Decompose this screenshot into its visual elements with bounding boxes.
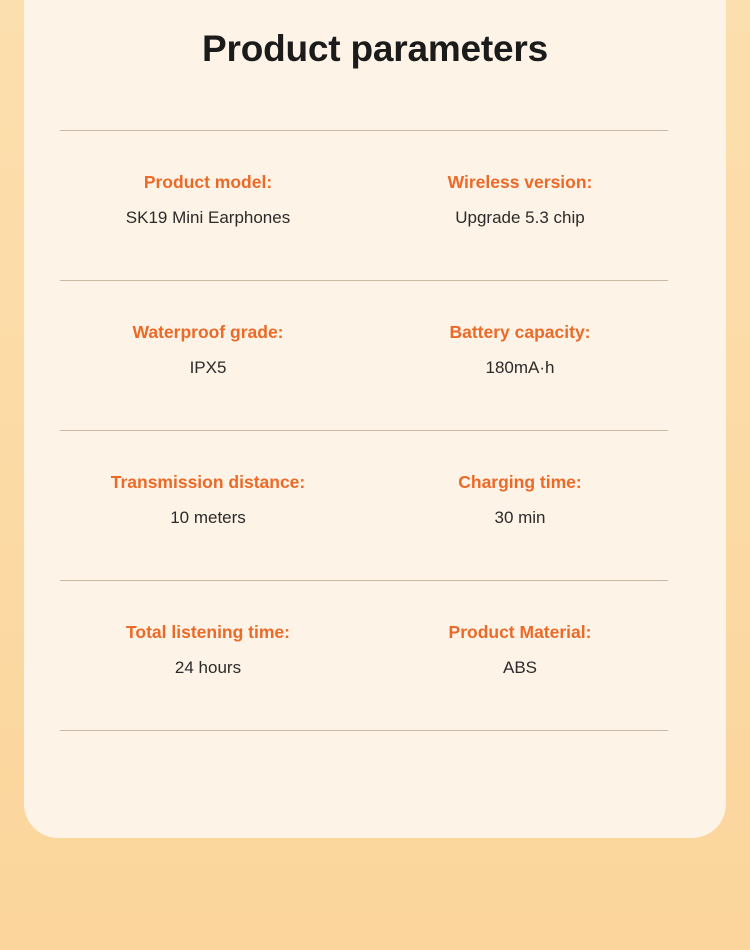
parameter-label: Waterproof grade: [132, 322, 284, 342]
parameter-value: SK19 Mini Earphones [125, 208, 291, 227]
parameter-label: Transmission distance: [110, 472, 306, 492]
parameter-value: 10 meters [170, 508, 246, 527]
parameter-label: Charging time: [458, 472, 582, 492]
parameters-table [60, 130, 668, 731]
page-title: Product parameters [202, 28, 548, 69]
parameters-card [24, 0, 726, 838]
parameter-label: Wireless version: [447, 172, 593, 192]
parameter-cell-battery-capacity [364, 281, 668, 430]
parameter-label: Product model: [143, 172, 273, 192]
parameter-cell-product-model [60, 131, 364, 280]
parameter-value: Upgrade 5.3 chip [455, 208, 585, 227]
parameter-value: 180mA·h [485, 358, 555, 377]
parameter-value: ABS [502, 658, 538, 677]
parameter-label: Battery capacity: [449, 322, 591, 342]
parameter-value: IPX5 [189, 358, 227, 377]
parameter-cell-wireless-version [364, 131, 668, 280]
table-row [60, 431, 668, 580]
parameter-cell-product-material [364, 581, 668, 730]
parameter-value: 24 hours [174, 658, 242, 677]
table-row [60, 281, 668, 430]
parameter-cell-transmission-distance [60, 431, 364, 580]
parameter-cell-charging-time [364, 431, 668, 580]
parameter-cell-waterproof-grade [60, 281, 364, 430]
parameter-cell-total-listening-time [60, 581, 364, 730]
parameter-value: 30 min [494, 508, 546, 527]
table-row [60, 131, 668, 280]
table-row [60, 581, 668, 730]
parameter-label: Product Material: [448, 622, 592, 642]
divider-bottom [60, 730, 668, 731]
parameter-label: Total listening time: [126, 622, 290, 642]
